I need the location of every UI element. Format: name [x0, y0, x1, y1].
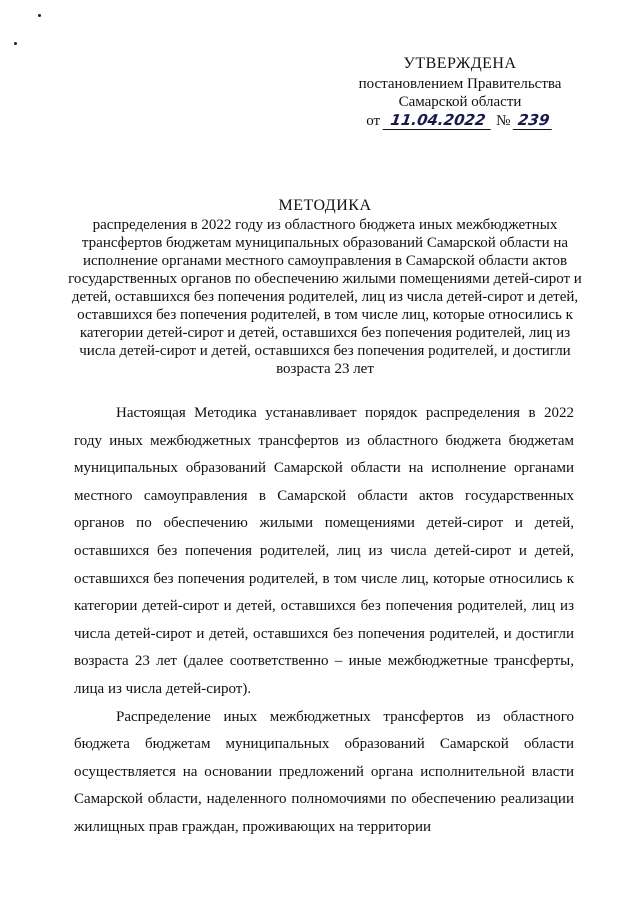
approval-number: 239 [513, 111, 555, 130]
approval-date: 11.04.2022 [383, 111, 494, 130]
number-prefix: № [496, 113, 511, 129]
body-paragraph-1: Настоящая Методика устанавливает порядок распределения в 2022 году иных межбюджетных трансфертов из областного бюджета бюджетам муниципальных образований Самарской области на исполнение органами местного самоуправления в Самарской области актов государственных органов по обеспечению жилыми помещениями детей-сирот и детей, оставшихся без попечения родителей, лиц из числа детей-сирот и детей, оставшихся без попечения родителей, в том числе лиц, которые относились к категории детей-сирот и детей, оставшихся без попечения родителей, лиц из числа детей-сирот и детей, оставшихся без попечения родителей, и достигли возраста 23 лет (далее соответственно – иные межбюджетные трансферты, лица из числа детей-сирот). [74, 405, 574, 697]
document-title: МЕТОДИКА [278, 197, 372, 214]
approval-heading: УТВЕРЖДЕНА [403, 55, 517, 72]
scan-speck [38, 14, 41, 17]
document-body [74, 400, 574, 842]
date-prefix: от [366, 113, 381, 129]
approval-date-line [340, 111, 580, 130]
body-paragraph-2: Распределение иных межбюджетных трансфертов из областного бюджета бюджетам муниципальных образований Самарской области осуществляется на основании предложений органа исполнительной власти Самарской области, наделенного полномочиями по обеспечению реализации жилищных прав граждан, проживающих на территории [74, 708, 574, 835]
approval-line-1: постановлением Правительства [358, 76, 562, 92]
approval-block [340, 55, 580, 130]
approval-line-2: Самарской области [398, 94, 522, 110]
document-title-block [60, 197, 590, 378]
document-subtitle: распределения в 2022 году из областного бюджета иных межбюджетных трансфертов бюджетам муниципальных образований Самарской области на исполнение органами местного самоуправления в Самарской области актов государственных органов по обеспечению жилыми помещениями детей-сирот и детей, оставшихся без попечения родителей, лиц из числа детей-сирот и детей, оставшихся без попечения родителей, в том числе лиц, которые относились к категории детей-сирот и детей, оставшихся без попечения родителей, лиц из числа детей-сирот и детей, оставшихся без попечения родителей, и достигли возраста 23 лет [68, 217, 582, 377]
scan-speck [14, 42, 17, 45]
